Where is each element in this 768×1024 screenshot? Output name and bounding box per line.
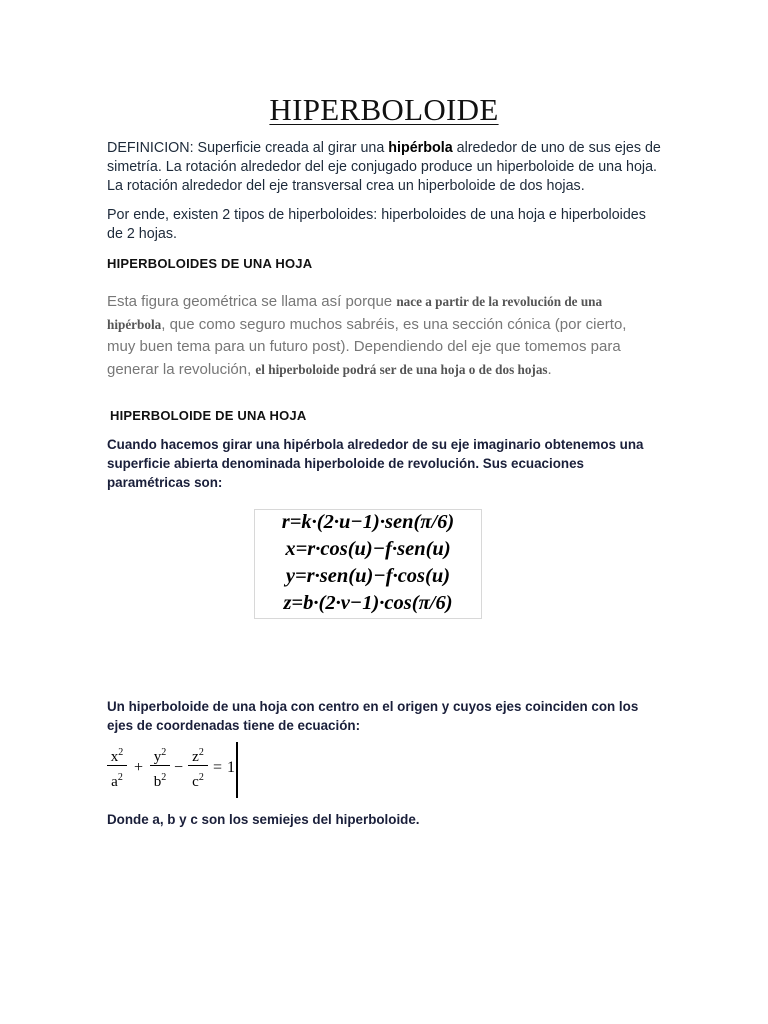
equation-r: r=k·(2·u−1)·sen(π/6) [281,511,455,533]
numerator-z: z [192,749,199,765]
definition-label: DEFINICION [107,140,190,156]
fraction-z-c [188,742,208,789]
rotation-paragraph: Cuando hacemos girar una hipérbola alrededor de su eje imaginario obtenemos una superficie abierta denominada hiperboloide de revolución. Sus ecuaciones paramétricas son: [107,437,644,490]
equation-y: y=r·sen(u)−f·cos(u) [285,565,451,587]
hyperboloid-equation-paragraph: Un hiperboloide de una hoja con centro en el origen y cuyos ejes coinciden con los ejes de coordenadas tiene de ecuación: [107,699,639,733]
parametric-equations-image [254,509,482,619]
definition-text-start: : Superficie creada al girar una [189,140,389,156]
figure-text-2: , que como seguro muchos sabréis, es una sección cónica (por cierto, muy buen tema para un futuro post). Dependiendo del eje que tomemos para generar la revolución, [107,315,627,378]
figure-origin-paragraph [107,291,647,381]
fraction-y-b [150,742,170,789]
plus-sign: + [134,759,144,776]
minus-sign: − [174,759,184,776]
figure-text-3: . [547,360,552,378]
exponent-y: 2 [161,747,167,758]
definition-bold-term: hipérbola [388,140,453,156]
exponent-z: 2 [198,747,204,758]
page-title: HIPERBOLOIDE [269,92,499,127]
text-cursor [236,742,238,798]
figure-text-1: Esta figura geométrica se llama así porque [107,293,397,310]
semiaxes-paragraph: Donde a, b y c son los semiejes del hiperboloide. [107,812,420,827]
types-paragraph: Por ende, existen 2 tipos de hiperboloides: hiperboloides de una hoja e hiperboloides de 2 hojas. [107,207,646,242]
definition-text-end: alrededor de uno de sus ejes de simetría. La rotación alrededor del eje conjugado produce un hiperboloide de una hoja. La rotación alrededor del eje transversal crea un hiperboloide de dos hojas. [107,140,661,194]
hyperboloid-equation-formula [107,742,242,800]
equals-sign: = [213,759,223,776]
exponent-a: 2 [117,772,123,783]
denominator-a: a [111,774,118,790]
section-heading-one-sheet-2: HIPERBOLOIDE DE UNA HOJA [110,408,307,423]
fraction-x-a [107,742,127,789]
equation-x: x=r·cos(u)−f·sen(u) [285,538,451,560]
denominator-c: c [192,774,199,790]
section-heading-one-sheet: HIPERBOLOIDES DE UNA HOJA [107,256,313,271]
numerator-x: x [110,749,119,765]
numerator-y: y [153,749,162,765]
figure-serif-1: nace a partir de la revolución de una hipérbola [107,294,603,332]
exponent-c: 2 [198,772,204,783]
equation-z: z=b·(2·v−1)·cos(π/6) [283,592,453,614]
figure-serif-2: el hiperboloide podrá ser de una hoja o de dos hojas [255,361,548,377]
equation-rhs: 1 [227,759,235,776]
denominator-b: b [153,774,162,790]
exponent-x: 2 [118,747,124,758]
definition-paragraph [107,139,663,196]
exponent-b: 2 [161,772,167,783]
